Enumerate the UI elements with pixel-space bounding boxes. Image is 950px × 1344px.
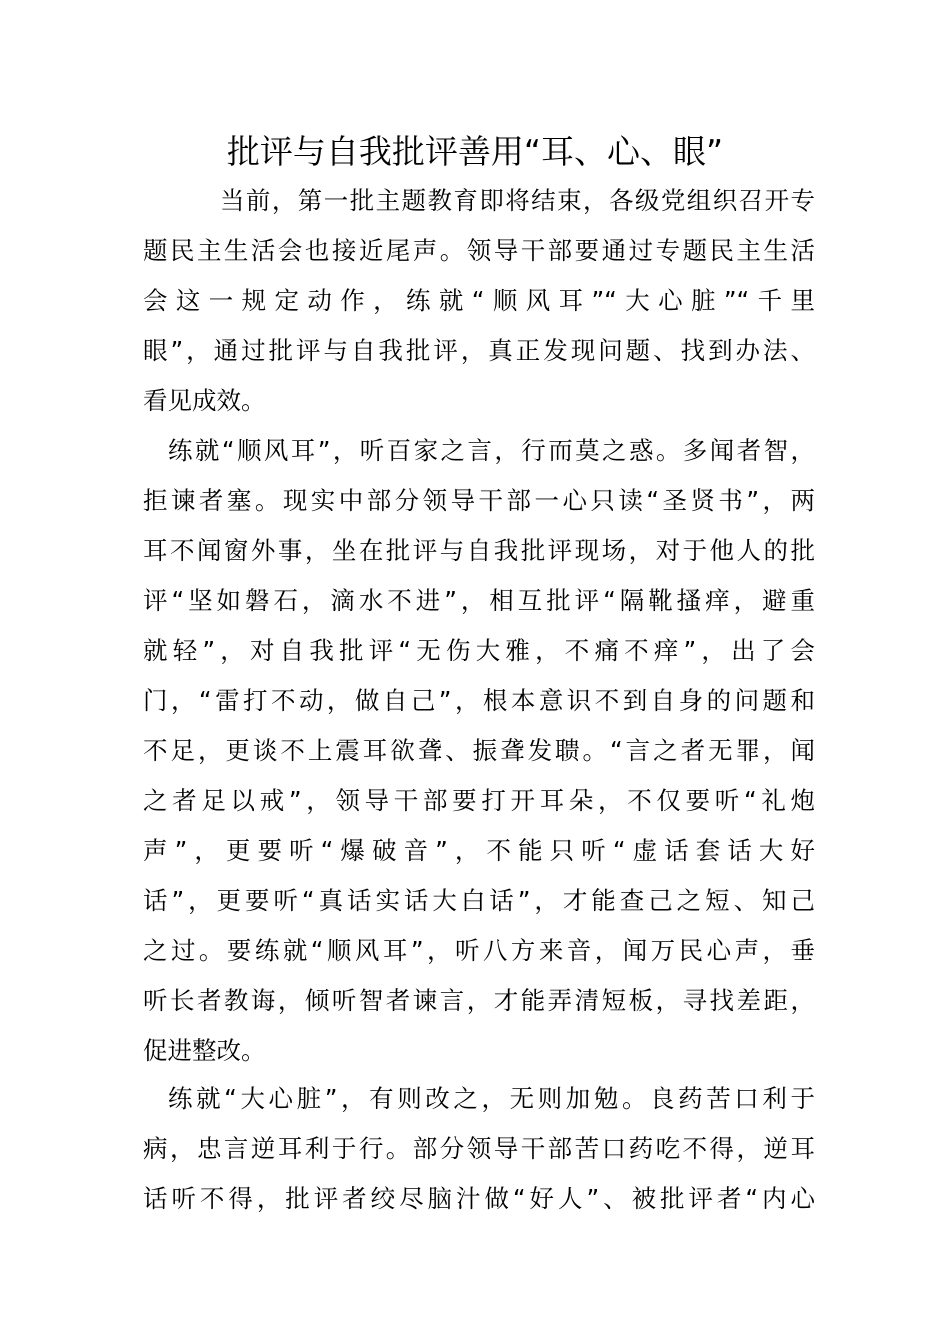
paragraph-line: 话听不得，批评者绞尽脑汁做“好人”、被批评者“内心 [143,1184,815,1213]
paragraph-line: 门，“雷打不动，做自己”，根本意识不到自身的问题和 [143,686,815,715]
paragraph-line: 听长者教诲，倾听智者谏言，才能弄清短板，寻找差距， [143,986,815,1015]
paragraph-3 [143,1074,815,1224]
paragraph-line: 之者足以戒”，领导干部要打开耳朵，不仅要听“礼炮 [143,786,815,815]
paragraph-line: 拒谏者塞。现实中部分领导干部一心只读“圣贤书”，两 [143,486,815,515]
paragraph-line: 声”，更要听“爆破音”，不能只听“虚话套话大好 [143,836,815,865]
paragraph-line: 促进整改。 [143,1036,266,1065]
paragraph-line: 就轻”，对自我批评“无伤大雅，不痛不痒”，出了会 [143,636,815,665]
paragraph-line: 练就“顺风耳”，听百家之言，行而莫之惑。多闻者智， [168,436,815,465]
paragraph-line: 当前，第一批主题教育即将结束，各级党组织召开专 [220,186,815,215]
paragraph-line: 看见成效。 [143,386,266,415]
paragraph-line: 题民主生活会也接近尾声。领导干部要通过专题民主生活 [143,236,815,265]
paragraph-1 [143,176,815,426]
paragraph-line: 之过。要练就“顺风耳”，听八方来音，闻万民心声，垂 [143,936,815,965]
paragraph-line: 练就“大心脏”，有则改之，无则加勉。良药苦口利于 [168,1084,815,1113]
paragraph-line: 评“坚如磐石，滴水不进”，相互批评“隔靴搔痒，避重 [143,586,815,615]
paragraph-line: 病，忠言逆耳利于行。部分领导干部苦口药吃不得，逆耳 [143,1134,815,1163]
paragraph-line: 耳不闻窗外事，坐在批评与自我批评现场，对于他人的批 [143,536,815,565]
paragraph-2 [143,426,815,1076]
paragraph-line: 会这一规定动作，练就“顺风耳”“大心脏”“千里 [143,286,815,315]
document-title: 批评与自我批评善用“耳、心、眼” [226,132,724,171]
paragraph-line: 眼”，通过批评与自我批评，真正发现问题、找到办法、 [143,336,815,365]
paragraph-line: 不足，更谈不上震耳欲聋、振聋发聩。“言之者无罪，闻 [143,736,815,765]
paragraph-line: 话”，更要听“真话实话大白话”，才能查己之短、知己 [143,886,815,915]
